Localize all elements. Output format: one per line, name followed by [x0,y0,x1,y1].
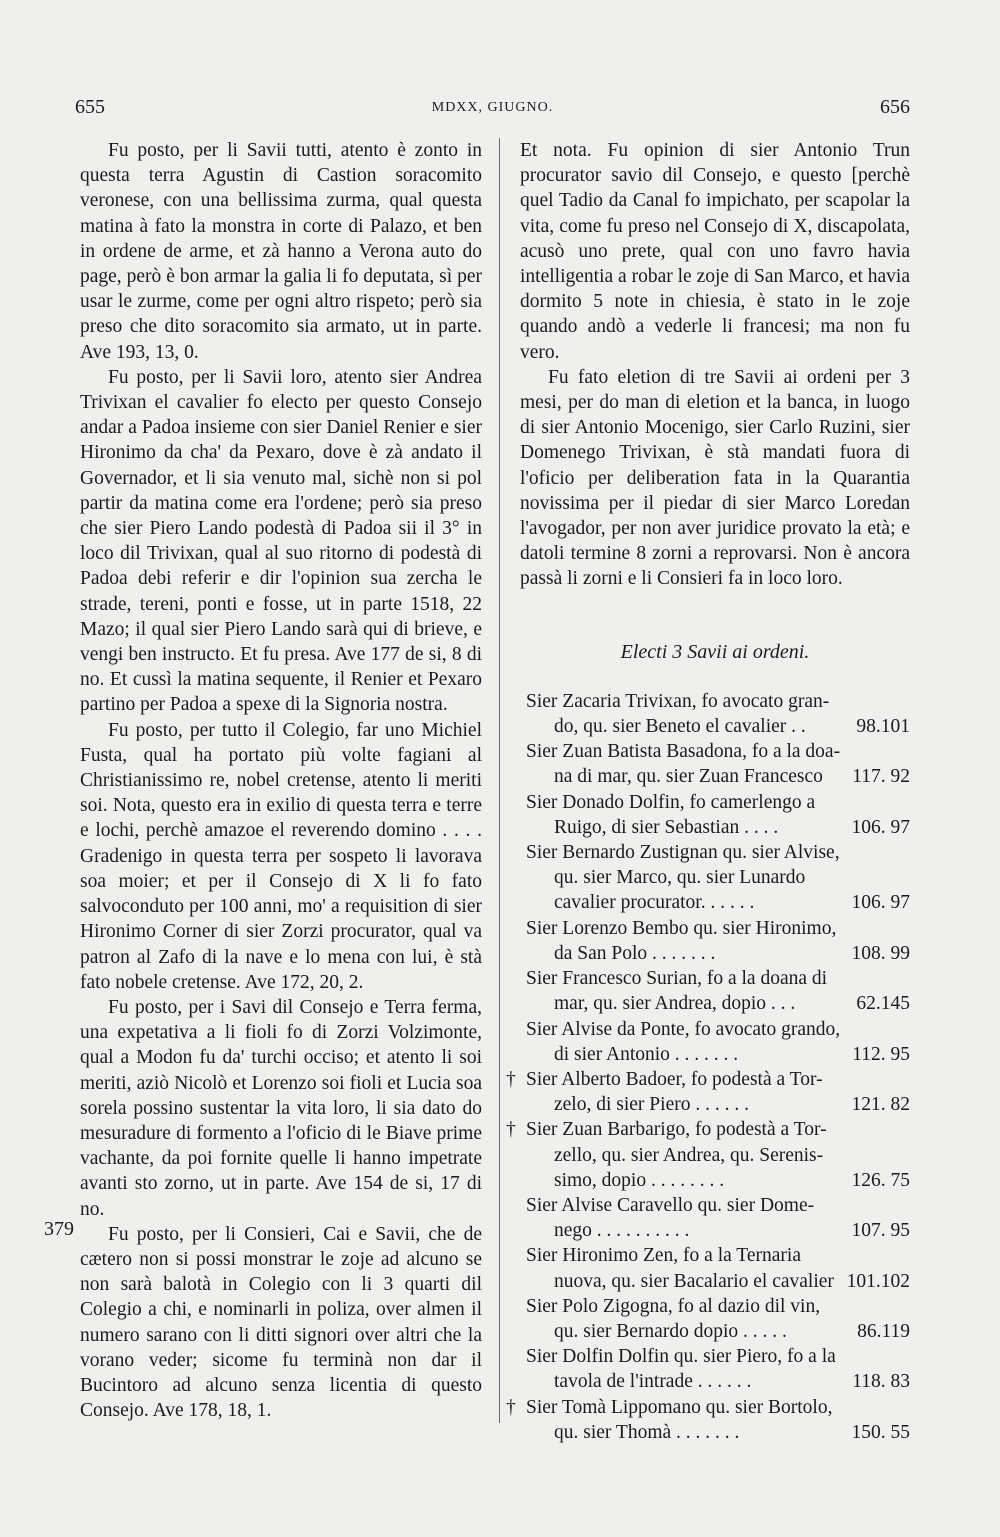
dagger-mark: † [506,1396,516,1418]
margin-number: 379 [44,1218,74,1240]
entry-line2: na di mar, qu. sier Zuan Francesco 117. 92 [520,764,910,789]
vote-count: 108. 99 [848,941,911,966]
paragraph: Fu posto, per li Savii tutti, atento è zonto in questa terra Agustin di Castion soracomito veronese, con una bellissima zurma, qual questa matina à fato la monstra in corte di Palazo, et ben in ordene de arme, et zà hanno a Verona auto do page, però è bon armar la galia li fo deputata, sì per usar le zurme, come per ogni altro rispeto; però sia preso che dito soracomito sia armato, ut in parte. Ave 193, 13, 0. [80,140,482,363]
column-divider [499,138,500,1423]
entry-line1: Sier Francesco Surian, fo a la doana di [526,968,828,990]
entry-line1: Sier Alvise Caravello qu. sier Dome- [526,1194,815,1216]
entry-line2: qu. sier Thomà . . . . . . . 150. 55 [520,1420,910,1445]
vote-count: 126. 75 [848,1168,911,1193]
vote-count: 121. 82 [848,1092,911,1117]
entry-line1: Sier Lorenzo Bembo qu. sier Hironimo, [526,917,837,939]
election-entry [520,966,910,1016]
paragraph: Fu posto, per li Consieri, Cai e Savii, che de cætero non si possi monstrar le zoje ad alcuno se non sarà balotà in Colegio con li 3 quarti dil Colegio a chi, e nominarli in poliza, over almen il numero sarano con li ditti signori over altri che la vorano veder; sicome fu terminà non dar il Bucintoro ad alcuno senza licentia di questo Consejo. Ave 178, 18, 1. [80,1223,482,1422]
vote-count: 107. 95 [848,1218,911,1243]
entry-line3: simo, dopio . . . . . . . . 126. 75 [520,1168,910,1193]
entry-line2: di sier Antonio . . . . . . . 112. 95 [520,1042,910,1067]
vote-count: 106. 97 [848,890,911,915]
entry-line2: Ruigo, di sier Sebastian . . . . 106. 97 [520,815,910,840]
section-title: Electi 3 Savii ai ordeni. [620,640,810,663]
vote-count: 150. 55 [848,1420,911,1445]
election-entry [520,689,910,739]
election-entry [506,1117,910,1193]
election-entry [506,1067,910,1117]
entry-line2: qu. sier Bernardo dopio . . . . . 86.119 [520,1319,910,1344]
entry-line1: Sier Bernardo Zustignan qu. sier Alvise, [526,842,840,864]
paragraph: Et nota. Fu opinion di sier Antonio Trun procurator savio dil Consejo, e questo [perchè quel Tadio da Canal fo impichato, per scapolar la vita, come fu preso nel Consejo di X, discapolata, acusò uno prete, qual con uno favro havia intelligentia a robar le zoje di San Marco, et havia dormito 5 note in chiesia, è stato in le zoje quando andò a vederle li francesi; ma non fu vero. [520,140,910,363]
entry-line2: da San Polo . . . . . . . 108. 99 [520,941,910,966]
election-entry [520,840,910,916]
election-entry [520,1017,910,1067]
running-title: MDXX, GIUGNO. [431,100,554,115]
entry-line1: Sier Zuan Barbarigo, fo podestà a Tor- [526,1119,827,1141]
vote-count: 118. 83 [848,1369,910,1394]
election-entry [506,1395,910,1445]
entry-line2: nuova, qu. sier Bacalario el cavalier 101.102 [520,1269,910,1294]
vote-count: 112. 95 [848,1042,910,1067]
entry-line1: Sier Dolfin Dolfin qu. sier Piero, fo a la [526,1346,836,1368]
entry-line2: tavola de l'intrade . . . . . . 118. 83 [520,1369,910,1394]
election-entry [520,916,910,966]
entry-line3: cavalier procurator. . . . . . 106. 97 [520,890,910,915]
election-entry [520,1294,910,1344]
election-entry [520,1193,910,1243]
entry-line1: Sier Tomà Lippomano qu. sier Bortolo, [526,1396,833,1418]
election-entry [520,1243,910,1293]
entry-line2: zello, qu. sier Andrea, qu. Serenis- [554,1144,824,1166]
left-column [80,138,482,1423]
paragraph: Fu fato eletion di tre Savii ai ordeni per 3 mesi, per do man di eletion et la banca, in luogo di sier Antonio Mocenigo, sier Carlo Ruzini, sier Domenego Trivixan, è stà mandati fuora di l'oficio per deliberation fata in la Quarantia novissima per il piedar di sier Marco Loredan l'avogador, per non aver juridice provato la età; e datoli termine 8 zorni a reprovarsi. Non è ancora passà li zorni e li Consieri fa in loco loro. [520,366,910,590]
entry-line2: zelo, di sier Piero . . . . . . 121. 82 [520,1092,910,1117]
vote-count: 98.101 [852,714,910,739]
election-entry [520,790,910,840]
entry-line1: Sier Zuan Batista Basadona, fo a la doa- [526,741,841,763]
entry-line1: Sier Alvise da Ponte, fo avocato grando, [526,1018,841,1040]
paragraph: Fu posto, per li Savii loro, atento sier Andrea Trivixan el cavalier fo electo per questo Consejo andar a Padoa insieme con sier Daniel Renier e sier Hironimo da cha' da Pexaro, dove è zà andato il Governador, et li sia venuto mal, sichè non si pol partir da matina come era l'ordene; però sia preso che sier Piero Lando podestà di Padoa sii il 3° in loco dil Trivixan, qual al suo ritorno di podestà di Padoa debi referir e dir l'opinion sua zercha le strade, tereni, ponti e fosse, ut in parte 1518, 22 Mazo; il qual sier Piero Lando sarà qui di brieve, e vengi ben instructo. Et fu presa. Ave 177 de si, 8 di no. Et cussì la matina sequente, il Renier et Pexaro partino per Padoa a spexe di la Signoria nostra. [80,366,482,716]
dagger-mark: † [506,1119,516,1141]
paragraph: Fu posto, per i Savi dil Consejo e Terra ferma, una expetativa a li fioli fo di Zorzi Volzimonte, qual a Modon fu da' turchi occiso; et atento li soi meriti, aziò Nicolò et Lorenzo soi fioli et Lucia soa sorela possino sustentar la vita loro, li sia dato do mesuradure di formento a l'oficio di le Biave prime vachante, da poi fornite quelle li hanno impetrate avanti sto zorno, ut in parte. Ave 154 de si, 17 di no. [80,996,482,1220]
entry-line2: qu. sier Marco, qu. sier Lunardo [554,867,806,889]
entry-line2: mar, qu. sier Andrea, dopio . . . 62.145 [520,991,910,1016]
entry-line1: Sier Hironimo Zen, fo a la Ternaria [526,1245,801,1267]
right-page-number: 656 [880,96,910,118]
vote-count: 106. 97 [848,815,911,840]
election-entry [520,1344,910,1394]
election-entry [520,739,910,789]
election-list [506,689,910,1445]
paragraph: Fu posto, per tutto il Colegio, far uno Michiel Fusta, qual ha portato più volte fagiani al Christianissimo re, nobel cretense, atento li meriti soi. Nota, questo era in exilio di questa terra e terre e lochi, perchè amazoe el reverendo domino . . . . Gradenigo in questa terra per sospeto li lavorava soa moier; et per il Consejo di X li fo fato salvoconduto per 100 anni, mo' a requisition di sier Hironimo Corner di sier Zorzi procurator, qual va patron al Zafo di la nave e lo mena con lui, è stà fato nobele cretense. Ave 172, 20, 2. [80,719,482,993]
entry-line1: Sier Polo Zigogna, fo al dazio dil vin, [526,1295,821,1317]
vote-count: 101.102 [843,1269,910,1294]
right-column [506,138,910,1445]
vote-count: 86.119 [853,1319,910,1344]
entry-line2: do, qu. sier Beneto el cavalier . . 98.101 [520,714,910,739]
left-page-number: 655 [75,96,105,118]
page-header [75,96,910,126]
entry-line1: Sier Zacaria Trivixan, fo avocato gran- [526,690,830,712]
entry-line2: nego . . . . . . . . . . 107. 95 [520,1218,910,1243]
entry-line1: Sier Donado Dolfin, fo camerlengo a [526,791,816,813]
vote-count: 117. 92 [848,764,910,789]
entry-line1: Sier Alberto Badoer, fo podestà a Tor- [526,1068,823,1090]
dagger-mark: † [506,1068,516,1090]
vote-count: 62.145 [852,991,910,1016]
